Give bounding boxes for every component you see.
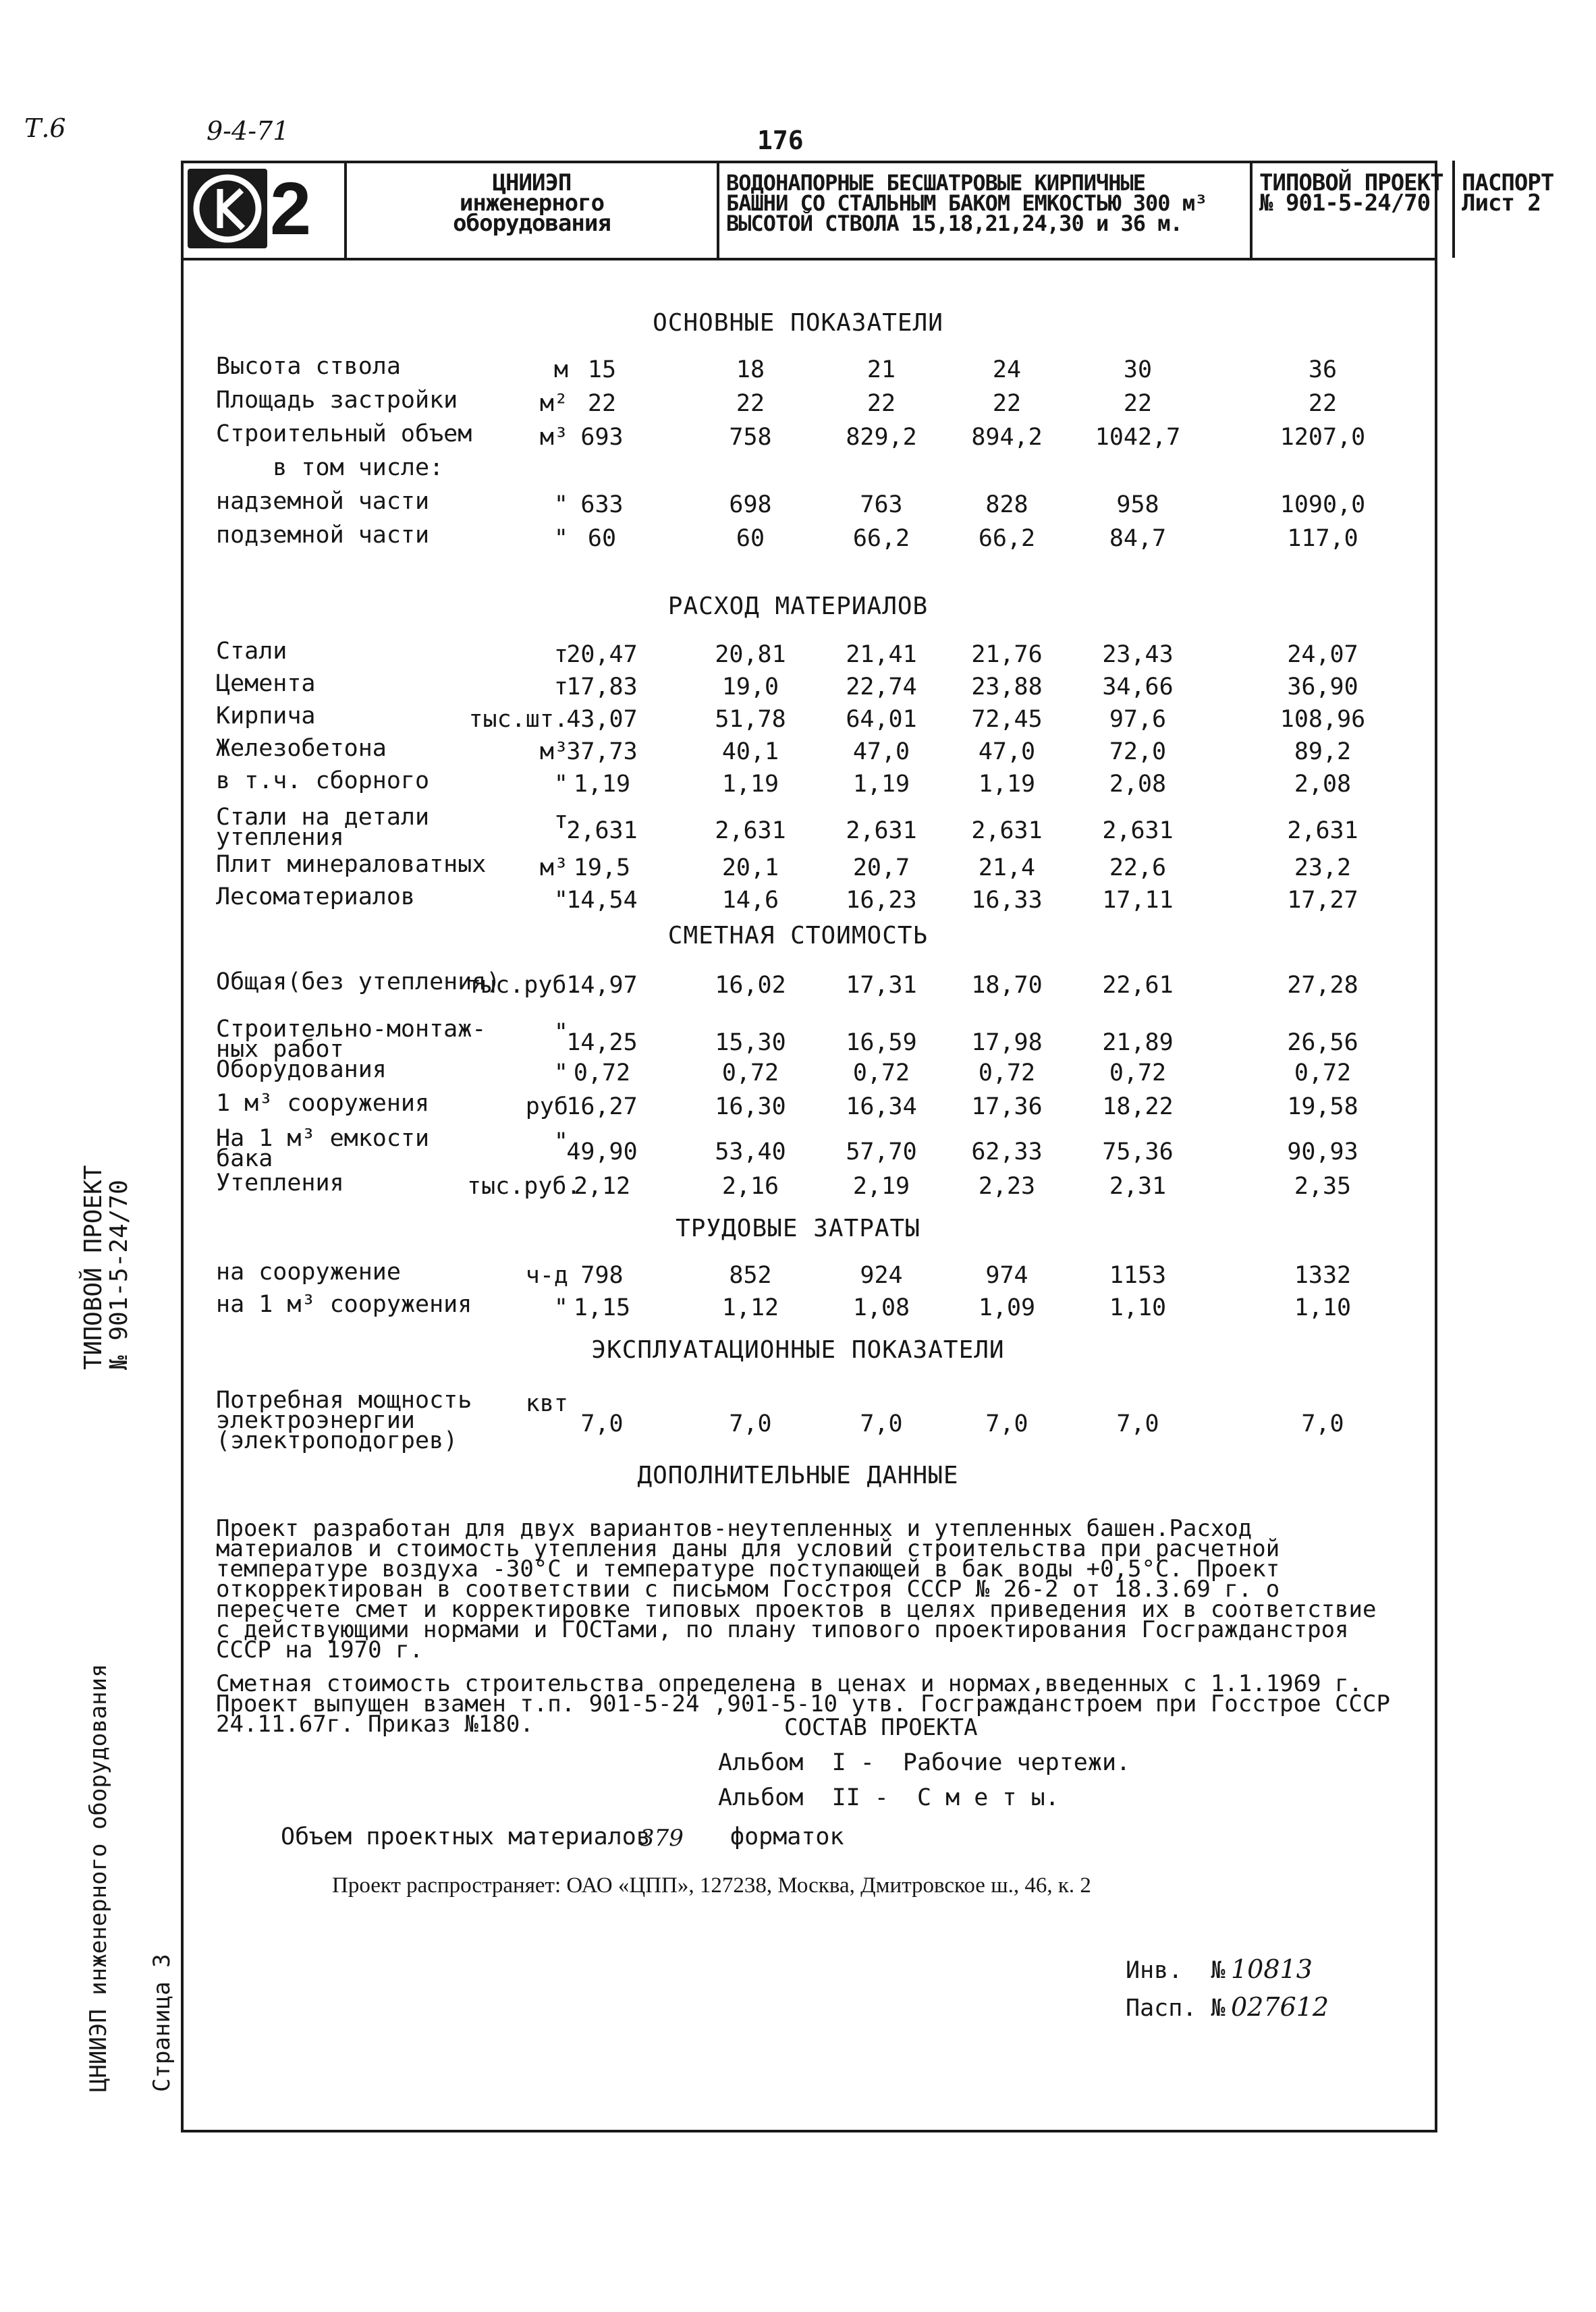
value-cell: 47,0 bbox=[852, 738, 910, 765]
margin-project bbox=[81, 1165, 132, 1370]
row-label: в том числе: bbox=[216, 454, 444, 481]
value-cell: 21 bbox=[866, 356, 896, 383]
row-unit: " bbox=[553, 1059, 568, 1086]
value-cell: 974 bbox=[985, 1262, 1028, 1289]
value-cell: 2,631 bbox=[1102, 817, 1174, 844]
row-label: на 1 м³ сооружения bbox=[216, 1291, 472, 1318]
sheet-line: ПАСПОРТ bbox=[1462, 169, 1554, 196]
value-cell: 0,72 bbox=[721, 1059, 779, 1086]
value-cell: 7,0 bbox=[1116, 1410, 1159, 1437]
row-unit: т bbox=[553, 673, 568, 700]
value-cell: 0,72 bbox=[1109, 1059, 1167, 1086]
org-line: инженерного bbox=[459, 190, 605, 217]
value-cell: 16,02 bbox=[715, 972, 786, 999]
value-cell: 84,7 bbox=[1109, 525, 1167, 552]
value-cell: 16,27 bbox=[566, 1093, 638, 1120]
date-mark: 9-4-71 bbox=[207, 116, 290, 146]
value-cell: 2,631 bbox=[971, 817, 1043, 844]
row-label: Строительно-монтаж- ных работ bbox=[216, 1016, 487, 1063]
row-label: на сооружение bbox=[216, 1259, 401, 1286]
section-title: ДОПОЛНИТЕЛЬНЫЕ ДАННЫЕ bbox=[637, 1462, 959, 1489]
section-title: ОСНОВНЫЕ ПОКАЗАТЕЛИ bbox=[653, 309, 943, 337]
value-cell: 66,2 bbox=[852, 525, 910, 552]
value-cell: 19,0 bbox=[721, 673, 779, 700]
value-cell: 7,0 bbox=[860, 1410, 903, 1437]
distributor: Проект распространяет: ОАО «ЦПП», 127238, Москва, Дмитровское ш., 46, к. 2 bbox=[332, 1873, 1091, 1898]
value-cell: 20,47 bbox=[566, 641, 638, 668]
value-cell: 21,4 bbox=[978, 854, 1036, 881]
value-cell: 2,23 bbox=[978, 1173, 1036, 1200]
value-cell: 18 bbox=[736, 356, 765, 383]
row-label: Кирпича bbox=[216, 703, 316, 730]
value-cell: 2,631 bbox=[846, 817, 917, 844]
value-cell: 14,25 bbox=[566, 1029, 638, 1056]
additional-paragraph-1: Проект разработан для двух вариантов-неутепленных и утепленных башен.Расход материалов и стоимость утепления даны для условий строительства при расчетной температуре воздуха -30°С и температуре поступающей в бак воды +0,5°С. Проект откорректирован в соответствии с письмом Госстроя СССР № 26-2 от 18.3.69 г. о пересчете смет и корректировке типовых проектов в целях приведения их в соответствие с действующими нормами и ГОСТами, по плану типового проектирования Госгражданстроя СССР на 1970 г. bbox=[216, 1515, 1377, 1663]
row-label: Строительный объем bbox=[216, 420, 472, 447]
title-line: БАШНИ СО СТАЛЬНЫМ БАКОМ ЕМКОСТЬЮ 300 м³ bbox=[726, 190, 1207, 216]
row-unit: т bbox=[553, 807, 568, 834]
row-unit: м bbox=[553, 356, 568, 383]
value-cell: 2,12 bbox=[573, 1173, 631, 1200]
section-title: ТРУДОВЫЕ ЗАТРАТЫ bbox=[676, 1215, 920, 1242]
row-label: подземной части bbox=[216, 522, 430, 549]
row-unit: " bbox=[553, 771, 568, 798]
value-cell: 7,0 bbox=[1301, 1410, 1344, 1437]
value-cell: 21,76 bbox=[971, 641, 1043, 668]
margin-project-line: № 901-5-24/70 bbox=[105, 1180, 133, 1370]
value-cell: 1332 bbox=[1294, 1262, 1352, 1289]
value-cell: 60 bbox=[587, 525, 617, 552]
value-cell: 34,66 bbox=[1102, 673, 1174, 700]
value-cell: 0,72 bbox=[852, 1059, 910, 1086]
row-unit: тыс.шт. bbox=[468, 706, 568, 733]
value-cell: 47,0 bbox=[978, 738, 1036, 765]
value-cell: 829,2 bbox=[846, 424, 917, 451]
value-cell: 15,30 bbox=[715, 1029, 786, 1056]
value-cell: 89,2 bbox=[1294, 738, 1352, 765]
row-label: надземной части bbox=[216, 488, 430, 515]
value-cell: 1,09 bbox=[978, 1294, 1036, 1321]
row-label: Стали на детали утепления bbox=[216, 804, 430, 851]
row-label: Потребная мощность электроэнергии (электроподогрев) bbox=[216, 1387, 472, 1454]
value-cell: 16,59 bbox=[846, 1029, 917, 1056]
value-cell: 22,61 bbox=[1102, 972, 1174, 999]
page-number: 176 bbox=[757, 126, 804, 155]
row-label: Цемента bbox=[216, 670, 316, 697]
value-cell: 22 bbox=[736, 390, 765, 417]
title-block bbox=[181, 161, 1554, 260]
title-line: ВЫСОТОЙ СТВОЛА 15,18,21,24,30 и 36 м. bbox=[726, 211, 1182, 236]
sheet-cell bbox=[1455, 161, 1596, 258]
row-unit: " bbox=[553, 887, 568, 914]
album-1: Альбом I - Рабочие чертежи. bbox=[718, 1749, 1131, 1776]
value-cell: 894,2 bbox=[971, 424, 1043, 451]
value-cell: 20,7 bbox=[852, 854, 910, 881]
value-cell: 2,631 bbox=[1287, 817, 1358, 844]
value-cell: 20,81 bbox=[715, 641, 786, 668]
inv-label: Инв. № bbox=[1126, 1957, 1226, 1984]
value-cell: 21,89 bbox=[1102, 1029, 1174, 1056]
logo-cell bbox=[181, 161, 347, 258]
value-cell: 14,6 bbox=[721, 887, 779, 914]
value-cell: 36,90 bbox=[1287, 673, 1358, 700]
value-cell: 117,0 bbox=[1287, 525, 1358, 552]
value-cell: 17,36 bbox=[971, 1093, 1043, 1120]
value-cell: 26,56 bbox=[1287, 1029, 1358, 1056]
value-cell: 17,83 bbox=[566, 673, 638, 700]
value-cell: 72,0 bbox=[1109, 738, 1167, 765]
title-line: ВОДОНАПОРНЫЕ БЕСШАТРОВЫЕ КИРПИЧНЫЕ bbox=[726, 170, 1146, 196]
value-cell: 27,28 bbox=[1287, 972, 1358, 999]
value-cell: 763 bbox=[860, 491, 903, 518]
album-2: Альбом II - С м е т ы. bbox=[718, 1784, 1060, 1811]
value-cell: 22 bbox=[1123, 390, 1153, 417]
value-cell: 2,16 bbox=[721, 1173, 779, 1200]
row-unit: м³ bbox=[539, 424, 568, 451]
value-cell: 0,72 bbox=[573, 1059, 631, 1086]
org-line: ЦНИИЭП bbox=[492, 169, 572, 196]
row-label: Железобетона bbox=[216, 735, 387, 762]
value-cell: 1,15 bbox=[573, 1294, 631, 1321]
row-label: Высота ствола bbox=[216, 353, 401, 380]
value-cell: 828 bbox=[985, 491, 1028, 518]
value-cell: 16,23 bbox=[846, 887, 917, 914]
value-cell: 1090,0 bbox=[1279, 491, 1366, 518]
value-cell: 51,78 bbox=[715, 706, 786, 733]
row-unit: тыс.руб. bbox=[467, 1173, 581, 1200]
value-cell: 2,08 bbox=[1109, 771, 1167, 798]
row-unit: квт bbox=[525, 1390, 568, 1417]
value-cell: 698 bbox=[729, 491, 772, 518]
value-cell: 108,96 bbox=[1279, 706, 1366, 733]
row-unit: " bbox=[553, 491, 568, 518]
title-cell bbox=[719, 161, 1253, 258]
passport-number: 027612 bbox=[1231, 1992, 1329, 2022]
row-unit: тыс.руб. bbox=[467, 972, 581, 999]
row-label: На 1 м³ емкости бака bbox=[216, 1125, 430, 1172]
row-label: Общая(без утепления) bbox=[216, 968, 501, 995]
value-cell: 924 bbox=[860, 1262, 903, 1289]
section-title: РАСХОД МАТЕРИАЛОВ bbox=[667, 593, 929, 620]
value-cell: 16,34 bbox=[846, 1093, 917, 1120]
value-cell: 49,90 bbox=[566, 1138, 638, 1165]
value-cell: 18,22 bbox=[1102, 1093, 1174, 1120]
value-cell: 37,73 bbox=[566, 738, 638, 765]
value-cell: 16,30 bbox=[715, 1093, 786, 1120]
row-label: Оборудования bbox=[216, 1056, 387, 1083]
logo-number: 2 bbox=[270, 167, 311, 250]
value-cell: 18,70 bbox=[971, 972, 1043, 999]
value-cell: 2,35 bbox=[1294, 1173, 1352, 1200]
value-cell: 1,19 bbox=[573, 771, 631, 798]
row-unit: " bbox=[553, 1294, 568, 1321]
project-line: ТИПОВОЙ ПРОЕКТ bbox=[1259, 169, 1443, 196]
value-cell: 21,41 bbox=[846, 641, 917, 668]
value-cell: 1,10 bbox=[1294, 1294, 1352, 1321]
value-cell: 62,33 bbox=[971, 1138, 1043, 1165]
value-cell: 1,10 bbox=[1109, 1294, 1167, 1321]
value-cell: 14,54 bbox=[566, 887, 638, 914]
value-cell: 97,6 bbox=[1109, 706, 1167, 733]
value-cell: 798 bbox=[580, 1262, 624, 1289]
value-cell: 0,72 bbox=[1294, 1059, 1352, 1086]
value-cell: 1,19 bbox=[721, 771, 779, 798]
sheet-mark: Т.6 bbox=[24, 113, 66, 143]
value-cell: 1042,7 bbox=[1095, 424, 1181, 451]
value-cell: 1,12 bbox=[721, 1294, 779, 1321]
value-cell: 23,43 bbox=[1102, 641, 1174, 668]
row-label: Лесоматериалов bbox=[216, 883, 416, 910]
value-cell: 7,0 bbox=[985, 1410, 1028, 1437]
value-cell: 36 bbox=[1308, 356, 1338, 383]
value-cell: 57,70 bbox=[846, 1138, 917, 1165]
row-unit: " bbox=[553, 1019, 568, 1046]
row-unit: ч-д bbox=[525, 1262, 568, 1289]
row-unit: " bbox=[553, 1128, 568, 1155]
org-cell bbox=[347, 161, 719, 258]
value-cell: 7,0 bbox=[580, 1410, 624, 1437]
additional-paragraph-2: Сметная стоимость строительства определена в ценах и нормах,введенных с 1.1.1969 г. Проект выпущен взамен т.п. 901-5-24 ,901-5-10 утв. Госгражданстроем при Госстрое СССР 24.11.67г. Приказ №180. bbox=[216, 1670, 1390, 1738]
value-cell: 1207,0 bbox=[1279, 424, 1366, 451]
value-cell: 30 bbox=[1123, 356, 1153, 383]
value-cell: 23,2 bbox=[1294, 854, 1352, 881]
row-label: Стали bbox=[216, 638, 287, 665]
value-cell: 758 bbox=[729, 424, 772, 451]
row-label: в т.ч. сборного bbox=[216, 767, 430, 794]
row-unit: " bbox=[553, 525, 568, 552]
section-title: ЭКСПЛУАТАЦИОННЫЕ ПОКАЗАТЕЛИ bbox=[591, 1336, 1005, 1364]
value-cell: 22 bbox=[992, 390, 1022, 417]
value-cell: 24,07 bbox=[1287, 641, 1358, 668]
value-cell: 2,31 bbox=[1109, 1173, 1167, 1200]
value-cell: 22 bbox=[1308, 390, 1338, 417]
value-cell: 22 bbox=[866, 390, 896, 417]
margin-org: ЦНИИЭП инженерного оборудования bbox=[85, 1663, 112, 2092]
section-title: СМЕТНАЯ СТОИМОСТЬ bbox=[667, 922, 929, 949]
value-cell: 958 bbox=[1116, 491, 1159, 518]
value-cell: 24 bbox=[992, 356, 1022, 383]
value-cell: 1,19 bbox=[852, 771, 910, 798]
value-cell: 2,631 bbox=[566, 817, 638, 844]
value-cell: 17,27 bbox=[1287, 887, 1358, 914]
row-unit: т bbox=[553, 641, 568, 668]
project-cell bbox=[1253, 161, 1455, 258]
value-cell: 1,19 bbox=[978, 771, 1036, 798]
margin-page: Страница 3 bbox=[148, 1954, 175, 2092]
value-cell: 0,72 bbox=[978, 1059, 1036, 1086]
value-cell: 72,45 bbox=[971, 706, 1043, 733]
row-label: Плит минераловатных bbox=[216, 851, 487, 878]
value-cell: 633 bbox=[580, 491, 624, 518]
value-cell: 7,0 bbox=[729, 1410, 772, 1437]
value-cell: 22,6 bbox=[1109, 854, 1167, 881]
value-cell: 2,19 bbox=[852, 1173, 910, 1200]
value-cell: 60 bbox=[736, 525, 765, 552]
value-cell: 20,1 bbox=[721, 854, 779, 881]
value-cell: 19,5 bbox=[573, 854, 631, 881]
value-cell: 17,11 bbox=[1102, 887, 1174, 914]
value-cell: 1153 bbox=[1109, 1262, 1167, 1289]
sheet-line: Лист 2 bbox=[1462, 190, 1541, 217]
org-line: оборудования bbox=[453, 210, 611, 237]
value-cell: 75,36 bbox=[1102, 1138, 1174, 1165]
project-line: № 901-5-24/70 bbox=[1259, 190, 1431, 217]
volume-unit: форматок bbox=[730, 1823, 844, 1850]
volume-count: 379 bbox=[640, 1825, 684, 1852]
row-unit: м³ bbox=[539, 738, 568, 765]
value-cell: 64,01 bbox=[846, 706, 917, 733]
value-cell: 23,88 bbox=[971, 673, 1043, 700]
value-cell: 14,97 bbox=[566, 972, 638, 999]
value-cell: 43,07 bbox=[566, 706, 638, 733]
composition-title: СОСТАВ ПРОЕКТА bbox=[784, 1714, 978, 1741]
value-cell: 2,631 bbox=[715, 817, 786, 844]
value-cell: 22,74 bbox=[846, 673, 917, 700]
value-cell: 19,58 bbox=[1287, 1093, 1358, 1120]
row-label: Площадь застройки bbox=[216, 387, 458, 414]
row-label: Утепления bbox=[216, 1169, 344, 1196]
volume-label: Объем проектных материалов bbox=[281, 1823, 651, 1850]
row-unit: руб bbox=[525, 1093, 568, 1120]
row-label: 1 м³ сооружения bbox=[216, 1090, 430, 1117]
value-cell: 1,08 bbox=[852, 1294, 910, 1321]
row-unit: м³ bbox=[539, 854, 568, 881]
value-cell: 40,1 bbox=[721, 738, 779, 765]
value-cell: 90,93 bbox=[1287, 1138, 1358, 1165]
sk-logo-icon bbox=[188, 169, 267, 248]
value-cell: 16,33 bbox=[971, 887, 1043, 914]
value-cell: 22 bbox=[587, 390, 617, 417]
passport-label: Пасп. № bbox=[1126, 1995, 1226, 2022]
value-cell: 2,08 bbox=[1294, 771, 1352, 798]
value-cell: 17,31 bbox=[846, 972, 917, 999]
row-unit: м² bbox=[539, 390, 568, 417]
value-cell: 693 bbox=[580, 424, 624, 451]
value-cell: 53,40 bbox=[715, 1138, 786, 1165]
margin-project-line: ТИПОВОЙ ПРОЕКТ bbox=[80, 1165, 107, 1370]
value-cell: 17,98 bbox=[971, 1029, 1043, 1056]
inv-number: 10813 bbox=[1231, 1954, 1313, 1984]
value-cell: 852 bbox=[729, 1262, 772, 1289]
value-cell: 15 bbox=[587, 356, 617, 383]
value-cell: 66,2 bbox=[978, 525, 1036, 552]
